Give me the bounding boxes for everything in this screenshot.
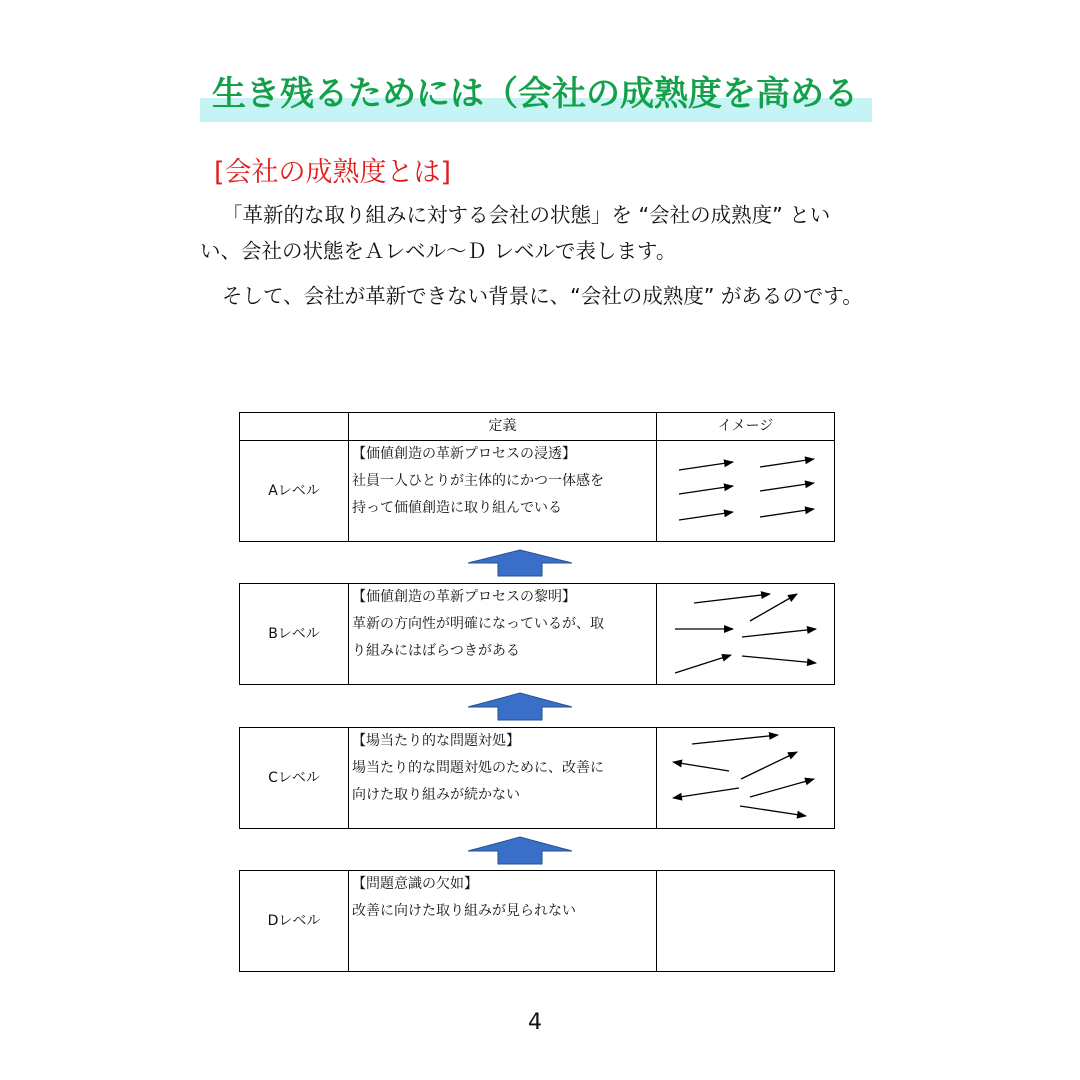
page-title: 生き残るためには（会社の成熟度を高める	[212, 74, 858, 114]
arrow-icon	[675, 655, 731, 673]
level-a-cell: Aレベル	[239, 440, 349, 542]
definition-text: 改善に向けた取り組みが見られない	[352, 903, 576, 919]
definition-text: り組みにはばらつきがある	[352, 643, 520, 659]
definition-title: 【問題意識の欠如】	[352, 876, 478, 892]
definition-title: 【場当たり的な問題対処】	[352, 733, 520, 749]
arrow-icon	[673, 762, 729, 771]
arrow-icon	[742, 656, 816, 663]
arrow-icon	[750, 779, 814, 797]
definition-text: 向けた取り組みが続かない	[352, 787, 520, 803]
arrow-icon	[740, 806, 806, 816]
header-image-cell: イメージ	[656, 412, 835, 441]
page-number: 4	[528, 1010, 542, 1035]
arrow-icon	[760, 509, 814, 517]
arrow-icon	[692, 735, 778, 744]
arrow-icon	[694, 594, 770, 603]
arrow-icon	[741, 752, 797, 779]
arrow-icon	[750, 594, 797, 621]
definition-title: 【価値創造の革新プロセスの黎明】	[352, 589, 576, 605]
definition-text: 社員一人ひとりが主体的にかつ一体感を	[352, 473, 604, 489]
arrow-icon	[679, 512, 733, 520]
header-definition-cell: 定義	[348, 412, 657, 441]
level-d-cell: Dレベル	[239, 870, 349, 972]
arrow-icon	[760, 483, 814, 491]
arrow-icon	[679, 462, 733, 470]
level-c-cell: Cレベル	[239, 727, 349, 829]
intro-line-1: 「革新的な取り組みに対する会社の状態」を “会社の成熟度” とい	[222, 203, 831, 227]
arrow-icon	[760, 459, 814, 467]
intro-line-2: い、会社の状態をＡレベル〜Ｄ レベルで表します。	[200, 239, 677, 263]
definition-text: 持って価値創造に取り組んでいる	[352, 500, 562, 516]
up-arrow-icon	[468, 550, 572, 576]
section-heading: [会社の成熟度とは]	[214, 157, 452, 188]
arrow-icon	[742, 629, 816, 637]
definition-text: 革新の方向性が明確になっているが、取	[352, 616, 604, 632]
level-b-cell: Bレベル	[239, 583, 349, 685]
up-arrow-icon	[468, 837, 572, 864]
intro-line-3: そして、会社が革新できない背景に、“会社の成熟度” があるのです。	[222, 284, 863, 308]
arrow-icon	[679, 486, 733, 494]
up-arrow-icon	[468, 693, 572, 720]
definition-title: 【価値創造の革新プロセスの浸透】	[352, 446, 576, 462]
arrow-icon	[673, 788, 739, 798]
definition-text: 場当たり的な問題対処のために、改善に	[352, 760, 604, 776]
